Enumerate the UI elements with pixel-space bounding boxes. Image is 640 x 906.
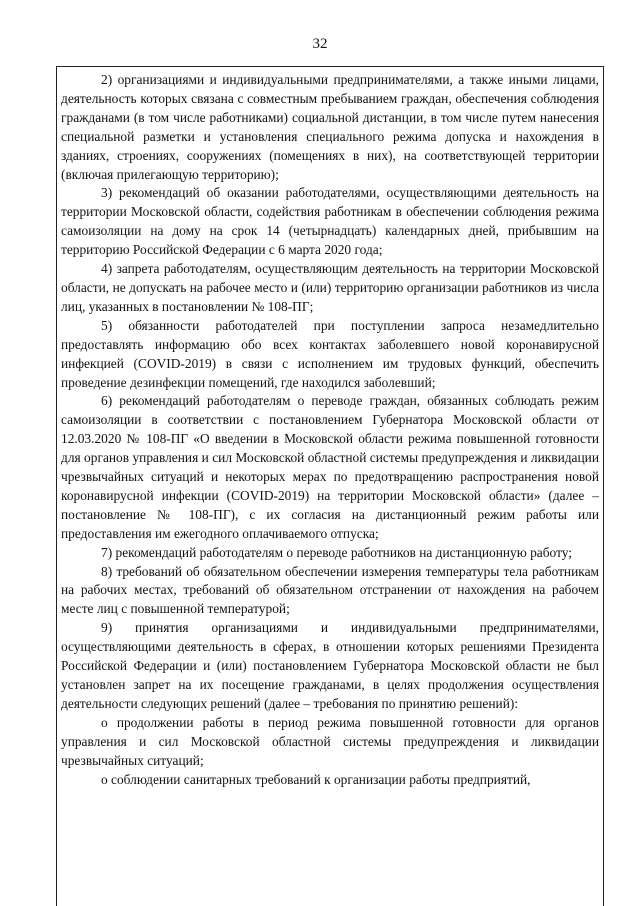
document-table-cell	[56, 66, 604, 906]
paragraph-subitem-sanitary: о соблюдении санитарных требований к организации работы предприятий,	[101, 771, 531, 787]
paragraph-item-6: 6) рекомендаций работодателям о переводе граждан, обязанных соблюдать режим самоизоляции в соответствии с постановлением Губернатора Московской области от 12.03.2020 № 108-ПГ «О введении в Московской области режима повышенной готовности для органов управления и сил Московской областной системы предупреждения и ликвидации чрезвычайных ситуаций и некоторых мерах по предотвращению распространения новой коронавирусной инфекции (COVID-2019) на территории Московской области» (далее – постановление № 108-ПГ), с их согласия на дистанционный режим работы или предоставления им ежегодного оплачиваемого отпуска;	[61, 393, 599, 541]
paragraph-item-3: 3) рекомендаций об оказании работодателями, осуществляющими деятельность на территории Московской области, содействия работникам в обеспечении соблюдения режима самоизоляции на дому на срок 14 (четырнадцать) календарных дней, прибывшим на территорию Российской Федерации с 6 марта 2020 года;	[61, 185, 599, 258]
paragraph-item-9: 9) принятия организациями и индивидуальными предпринимателями, осуществляющими деятельность в сферах, в отношении которых решениями Президента Российской Федерации и (или) постановлением Губернатора Московской области не был установлен запрет на их посещение гражданами, в целях продолжения осуществления деятельности следующих решений (далее – требования по принятию решений):	[61, 620, 599, 711]
paragraph-item-4: 4) запрета работодателям, осуществляющим деятельность на территории Московской области, не допускать на рабочее место и (или) территорию организации работников из числа лиц, указанных в постановлении № 108-ПГ;	[61, 261, 599, 314]
paragraph-item-7: 7) рекомендаций работодателям о переводе работников на дистанционную работу;	[101, 544, 572, 560]
paragraph-item-5: 5) обязанности работодателей при поступлении запроса незамедлительно предоставлять информацию обо всех контактах заболевшего новой коронавирусной инфекцией (COVID-2019) в связи с исполнением им трудовых функций, обеспечить проведение дезинфекции помещений, где находился заболевший;	[61, 317, 599, 390]
page-number: 32	[312, 36, 328, 52]
paragraph-subitem-continue-work: о продолжении работы в период режима повышенной готовности для органов управления и сил Московской областной системы предупреждения и ликвидации чрезвычайных ситуаций;	[61, 714, 599, 768]
paragraph-item-2: 2) организациями и индивидуальными предпринимателями, а также иными лицами, деятельность которых связана с совместным пребыванием граждан, обеспечения соблюдения гражданами (в том числе работниками) социальной дистанции, в том числе путем нанесения специальной разметки и установления специального режима допуска и нахождения в зданиях, строениях, сооружениях (помещениях в них), на соответствующей территории (включая прилегающую территорию);	[61, 72, 599, 182]
paragraph-item-8: 8) требований об обязательном обеспечении измерения температуры тела работникам на рабочих местах, требований об обязательном отстранении от нахождения на рабочем месте лиц с повышенной температурой;	[61, 563, 599, 617]
